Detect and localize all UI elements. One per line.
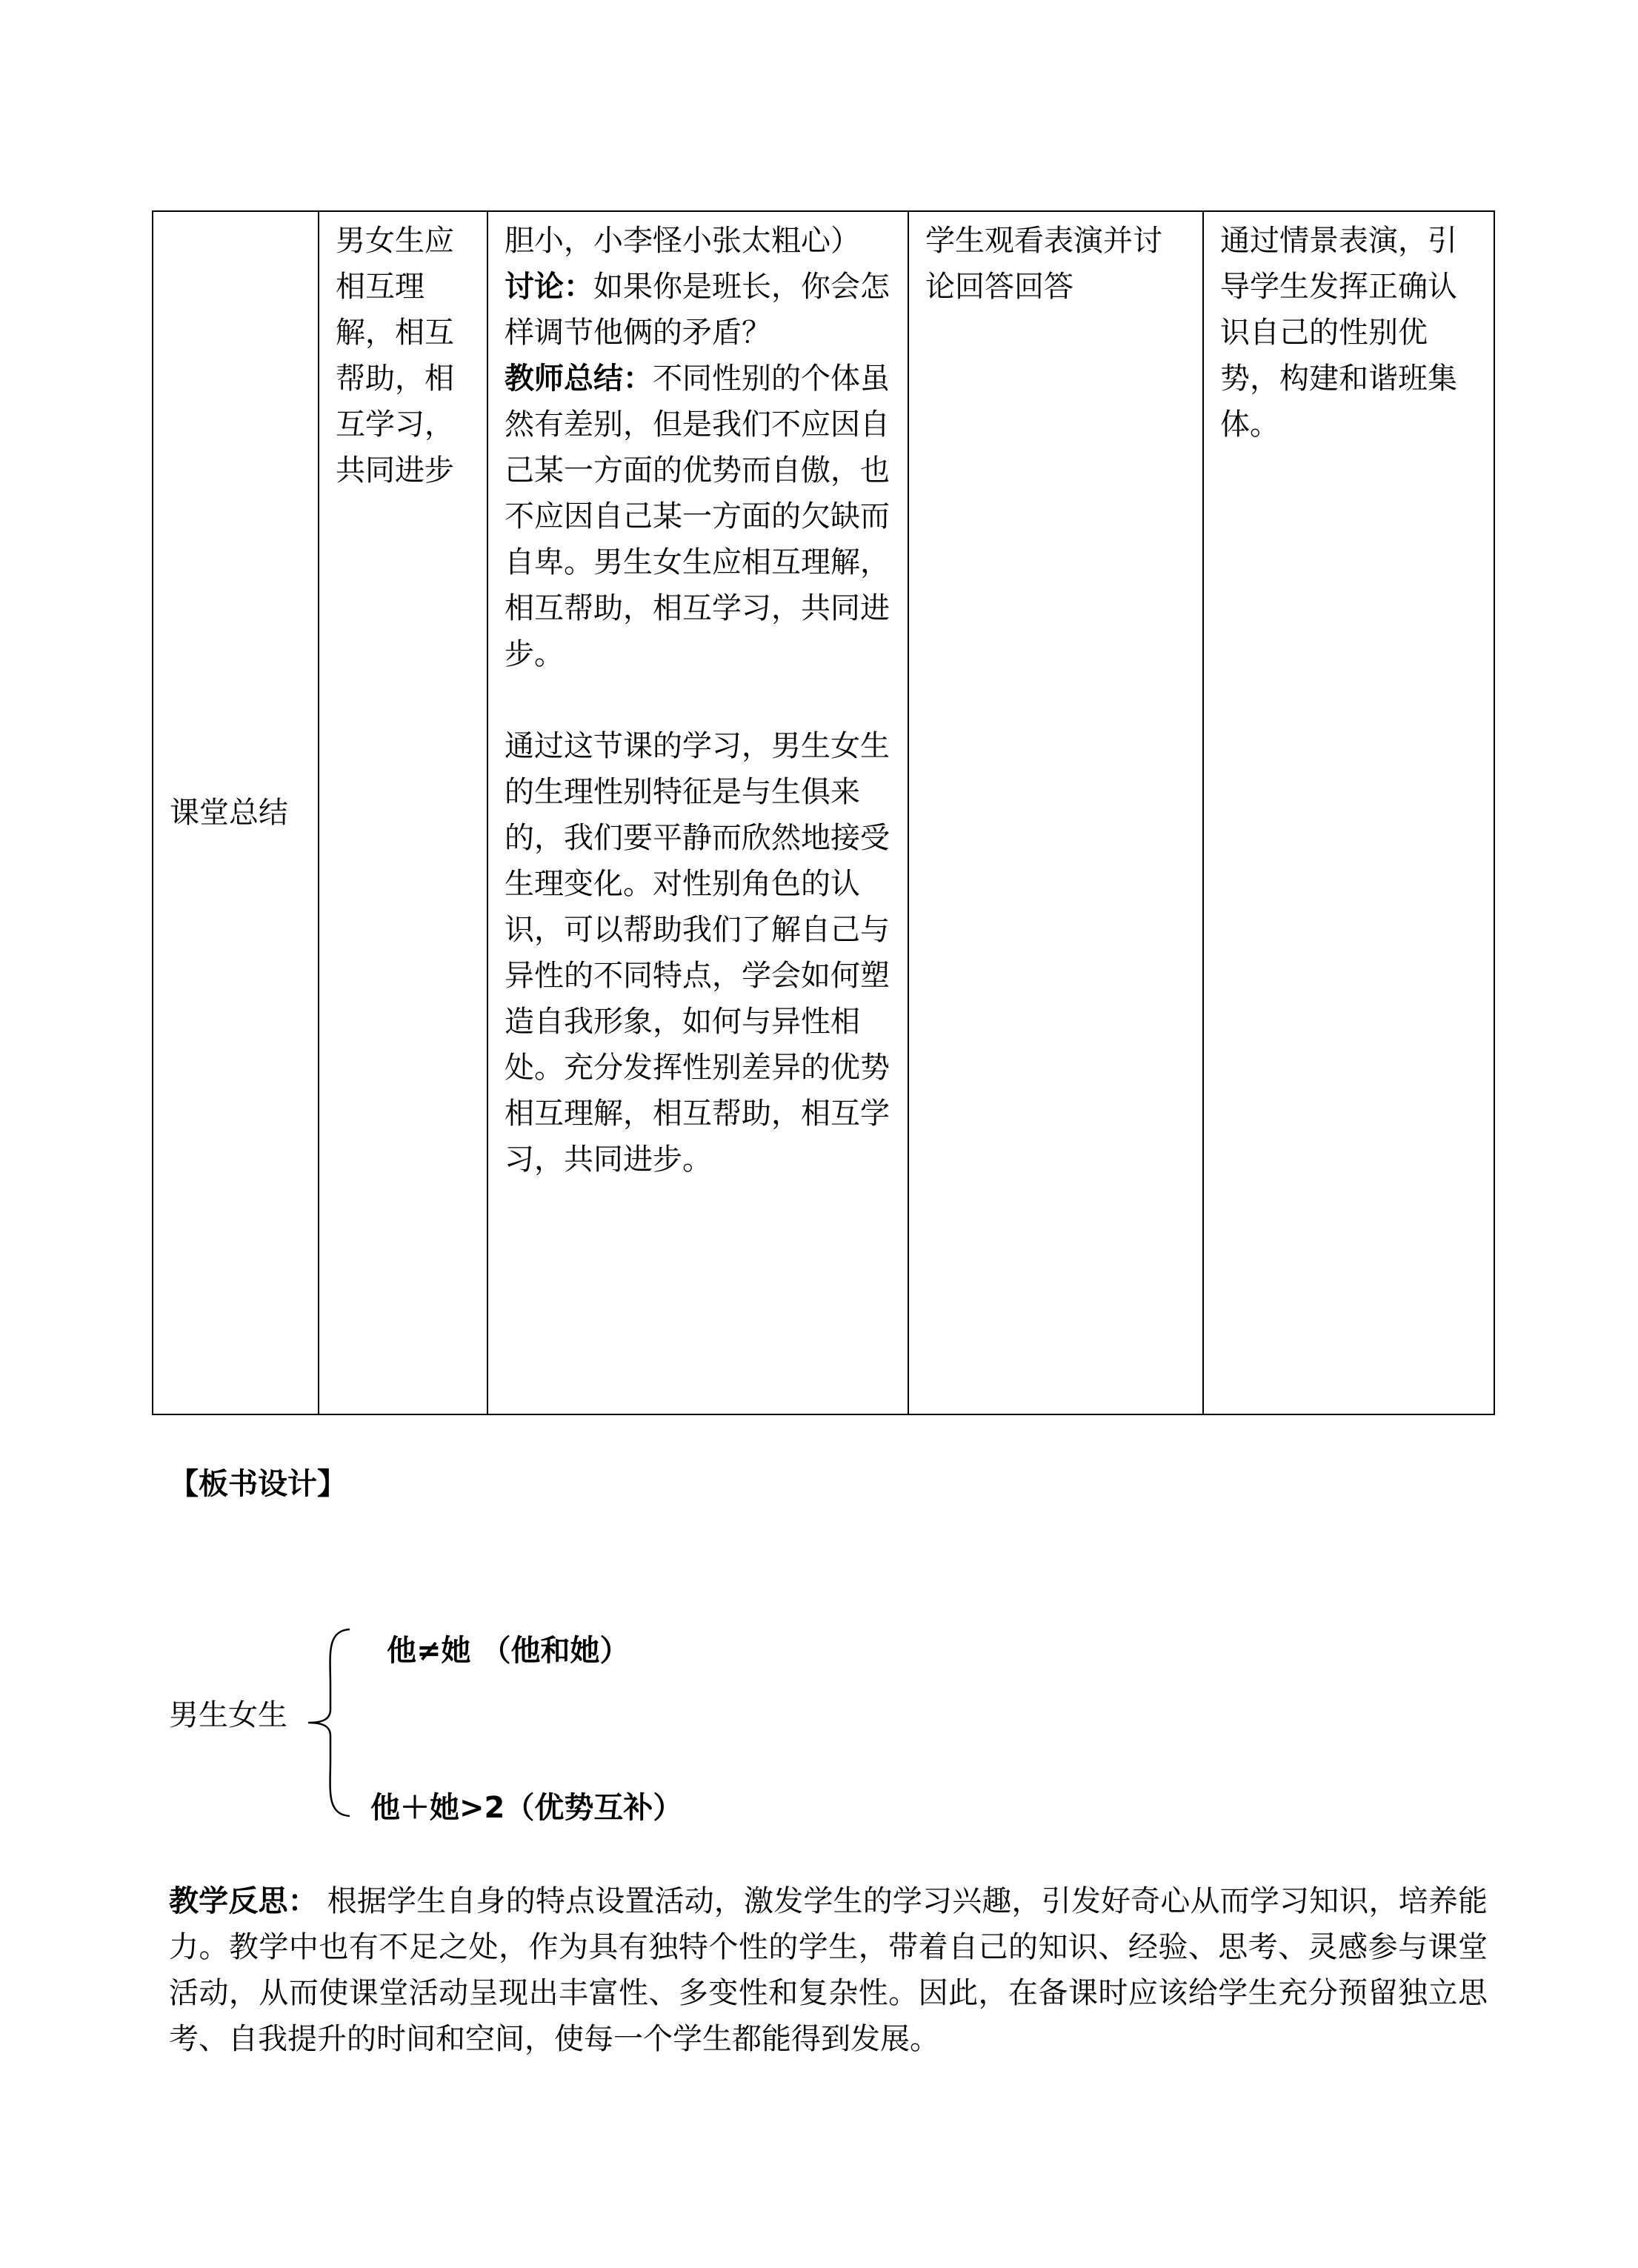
paragraph-gap [505, 677, 893, 723]
reflection-label: 教学反思： [169, 1884, 318, 1918]
curly-brace-icon [304, 1626, 356, 1819]
student-activity-text: 学生观看表演并讨论回答回答 [925, 224, 1162, 304]
summary-label: 教师总结： [505, 362, 653, 396]
closing-paragraph: 通过这节课的学习，男生女生的生理性别特征是与生俱来的，我们要平静而欣然地接受生理变化。对性别角色的认识，可以帮助我们了解自己与异性的不同特点，学会如何塑造自我形象，如何与异性相处。充分发挥性别差异的优势相互理解，相互帮助，相互学习，共同进步。 [505, 729, 890, 1177]
board-root-label: 男生女生 [169, 1698, 287, 1732]
board-design-heading: 【板书设计】 [169, 1467, 347, 1501]
board-line-complement: 他＋她>2（优势互补） [370, 1791, 683, 1825]
discussion-paragraph [505, 264, 893, 356]
teaching-reflection [169, 1878, 1488, 2062]
content-cell [319, 211, 487, 1414]
lesson-plan-table [152, 210, 1495, 1415]
discussion-text: 如果你是班长，你会怎样调节他俩的矛盾？ [505, 270, 890, 350]
board-line-inequality: 他≠她 （他和她） [387, 1634, 630, 1668]
reflection-text: 根据学生自身的特点设置活动，激发学生的学习兴趣，引发好奇心从而学习知识，培养能力。教学中也有不足之处，作为具有独特个性的学生，带着自己的知识、经验、思考、灵感参与课堂活动，从而使课堂活动呈现出丰富性、多变性和复杂性。因此，在备课时应该给学生充分预留独立思考、自我提升的时间和空间，使每一个学生都能得到发展。 [169, 1884, 1488, 2056]
phase-label: 课堂总结 [170, 796, 288, 830]
teacher-activity-cell [487, 211, 908, 1414]
discussion-label: 讨论： [505, 270, 593, 304]
design-intent-cell [1203, 211, 1494, 1414]
teacher-line-1: 胆小，小李怪小张太粗心） [505, 224, 860, 258]
phase-cell [153, 211, 319, 1414]
summary-paragraph [505, 356, 893, 677]
content-text: 男女生应相互理解，相互帮助，相互学习，共同进步 [336, 224, 454, 488]
table-row [153, 211, 1494, 1414]
design-intent-text: 通过情景表演，引导学生发挥正确认识自己的性别优势，构建和谐班集体。 [1220, 224, 1457, 442]
summary-text: 不同性别的个体虽然有差别，但是我们不应因自己某一方面的优势而自傲，也不应因自己某一方面的欠缺而自卑。男生女生应相互理解，相互帮助，相互学习，共同进步。 [505, 362, 890, 671]
student-activity-cell [908, 211, 1203, 1414]
